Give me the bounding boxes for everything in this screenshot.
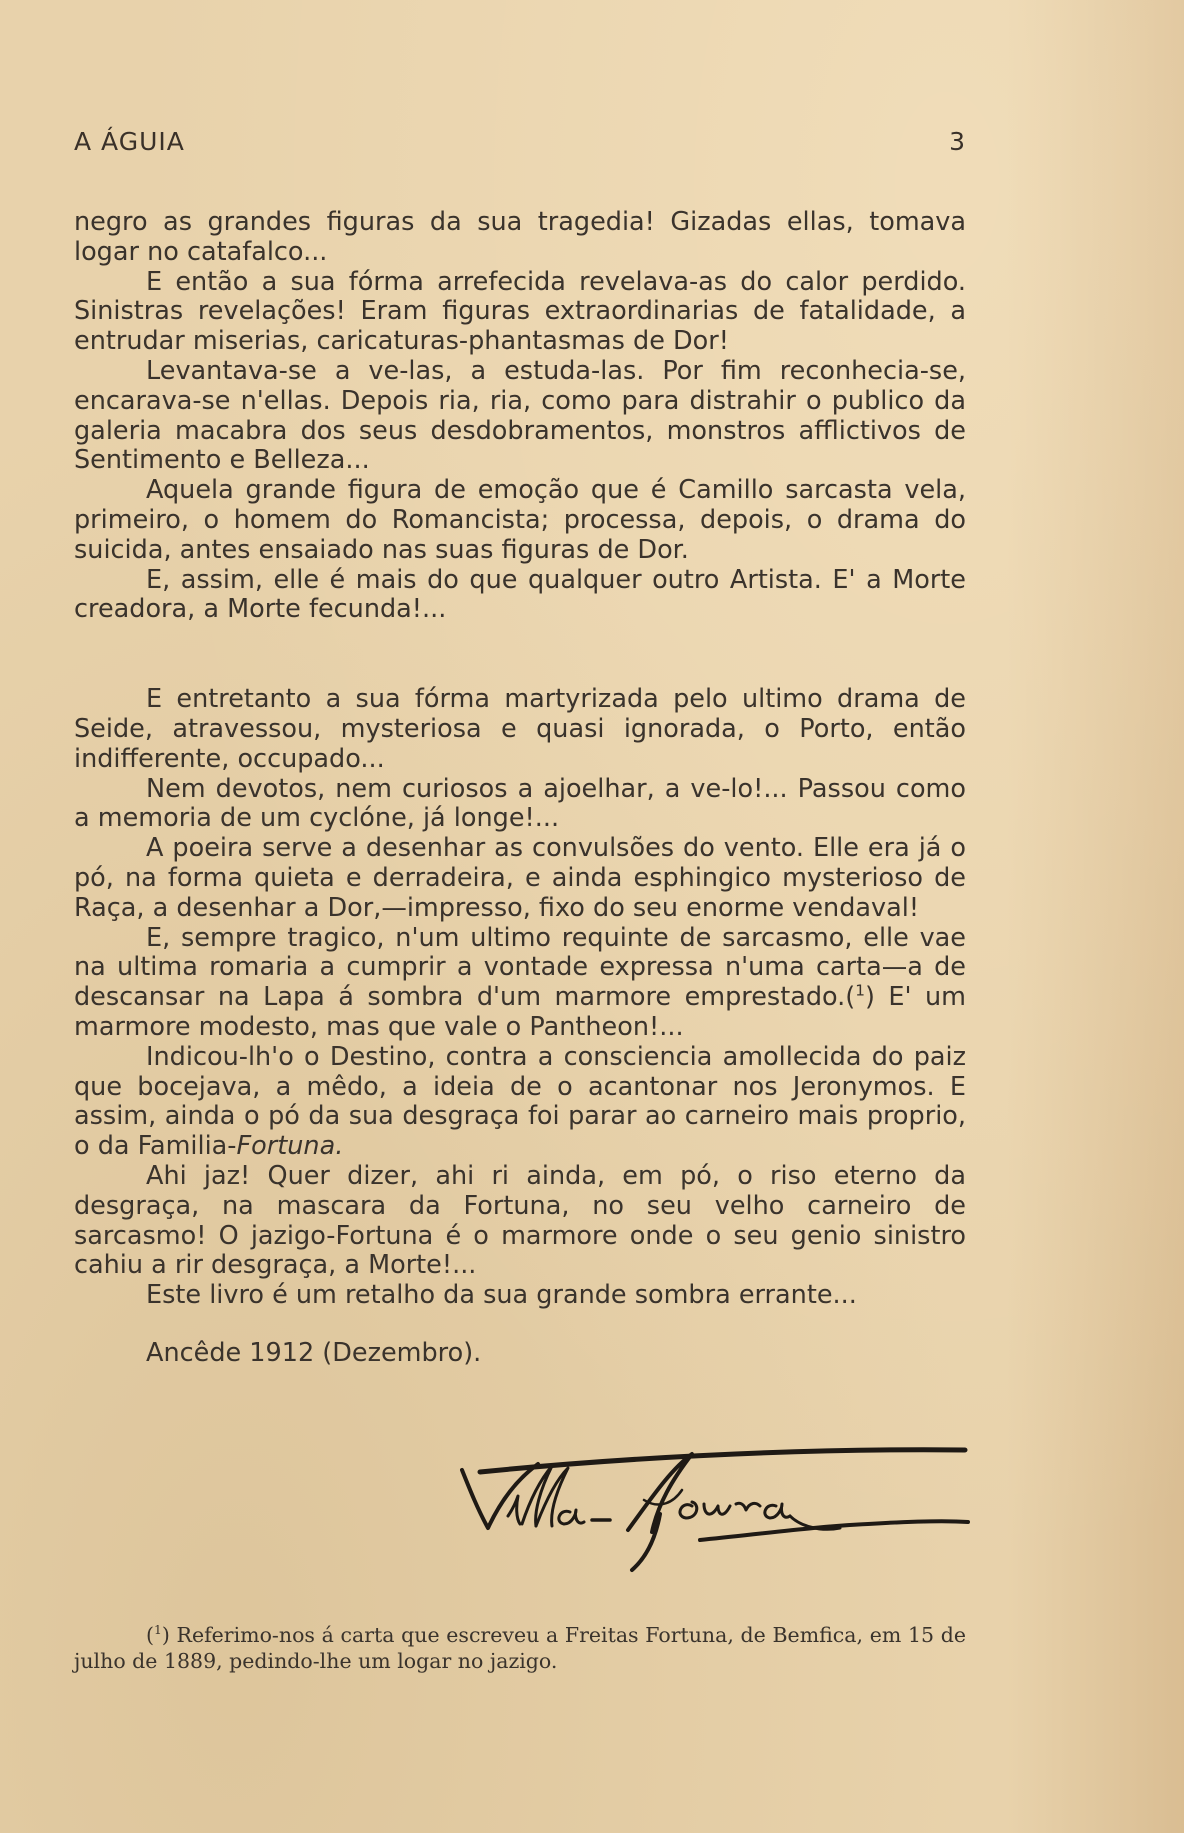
paragraph-8: A poeira serve a desenhar as convulsões do vento. Elle era já o pó, na forma quieta e derradeira, e ainda esphingico mysterioso de Raça, a desenhar a Dor,—impresso, fixo do seu enorme vendaval!	[74, 833, 966, 923]
paragraph-7: Nem devotos, nem curiosos a ajoelhar, a ve-lo!... Passou como a memoria de um cyclóne, já longe!...	[74, 773, 966, 834]
paragraph-6: E entretanto a sua fórma martyrizada pelo ultimo drama de Seide, atravessou, mysteriosa e quasi ignorada, o Porto, então indifferente, occupado...	[74, 684, 966, 774]
handwritten-signature	[460, 1440, 970, 1580]
section-break	[74, 625, 966, 685]
footnote-ref-close: )	[864, 982, 875, 1013]
running-header	[74, 127, 966, 156]
paragraph-10-italic: Fortuna.	[236, 1131, 344, 1162]
paragraph-9-text-a: E, sempre tragico, n'um ultimo requinte de sarcasmo, elle vae na ultima romaria a cumprir a vontade expressa n'uma carta—a de descansar na Lapa á sombra d'um marmore emprestado.	[74, 922, 966, 1013]
date-line: Ancêde 1912 (Dezembro).	[146, 1337, 482, 1368]
paragraph-10	[74, 1043, 966, 1162]
paragraph-12: Este livro é um retalho da sua grande sombra errante...	[146, 1280, 857, 1311]
footnote-mark-number: 1	[154, 1623, 162, 1638]
paragraph-4: Aquela grande figura de emoção que é Camillo sarcasta vela, primeiro, o homem do Romancista; processa, depois, o drama do suicida, antes ensaiado nas suas figuras de Dor.	[74, 475, 966, 565]
paragraph-2: E então a sua fórma arrefecida revelava-as do calor perdido. Sinistras revelações! Eram figuras extraordinarias de fatalidade, a entrudar miserias, caricaturas-phantasmas de Dor!	[74, 266, 966, 357]
paragraph-9	[74, 924, 966, 1043]
page-number: 3	[949, 127, 966, 156]
footnote-body: Referimo-nos á carta que escreveu a Freitas Fortuna, de Bemfica, em 15 de julho de 1889, pedindo-lhe um logar no jazigo.	[74, 1623, 966, 1673]
footnote-text	[74, 1622, 966, 1674]
footnote-mark	[146, 1623, 170, 1647]
paragraph-1: negro as grandes figuras da sua tragedia! Gizadas ellas, tomava logar no catafalco...	[74, 207, 966, 267]
paragraph-3: Levantava-se a ve-las, a estuda-las. Por fim reconhecia-se, encarava-se n'ellas. Depois ria, ria, como para distrahir o publico da galeria macabra dos seus desdobramentos, monstros afflictivos de Sentimento e Belleza...	[74, 355, 966, 476]
journal-title: A ÁGUIA	[74, 127, 185, 156]
paragraph-11: Ahi jaz! Quer dizer, ahi ri ainda, em pó, o riso eterno da desgraça, na mascara da Fortuna, no seu velho carneiro de sarcasmo! O jazigo-Fortuna é o marmore onde o seu genio sinistro cahiu a rir desgraça, a Morte!...	[74, 1160, 966, 1281]
footnote-mark-open: (	[146, 1623, 154, 1647]
footnote-ref-number: 1	[855, 981, 865, 1000]
footnote-ref-open: (	[845, 982, 856, 1013]
footnote-reference	[845, 982, 875, 1012]
paragraph-9-text-b: E' um marmore modesto, mas que vale o Pantheon!...	[74, 982, 966, 1042]
body-text	[74, 208, 966, 1369]
paragraph-5: E, assim, elle é mais do que qualquer outro Artista. E' a Morte creadora, a Morte fecunda!...	[74, 564, 966, 625]
paragraph-10-text: Indicou-lh'o o Destino, contra a consciencia amollecida do paiz que bocejava, a mêdo, a ideia de o acantonar nos Jeronymos. E assim, ainda o pó da sua desgraça foi parar ao carneiro mais proprio, o da Familia-	[74, 1041, 966, 1162]
footnote-mark-close: )	[161, 1623, 170, 1647]
footnote	[74, 1622, 966, 1674]
